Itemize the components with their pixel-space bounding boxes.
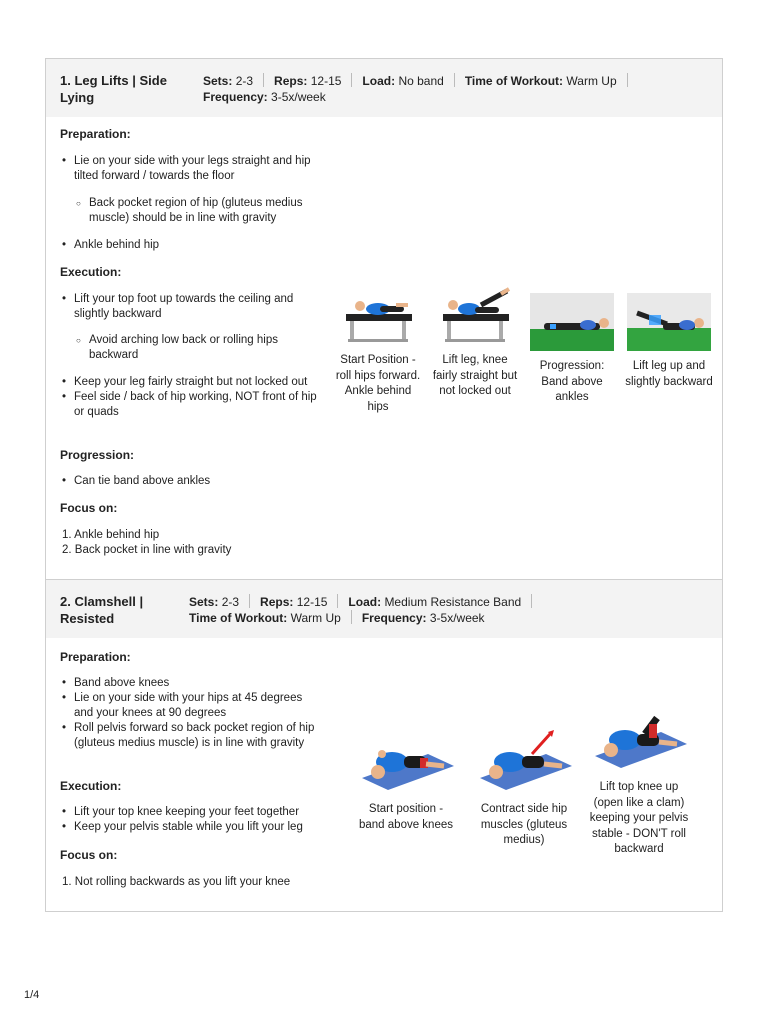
list-item: • Ankle behind hip (60, 238, 322, 253)
exercise-photo (358, 716, 454, 794)
figure-caption: Contract side hip muscles (gluteus medius) (480, 803, 568, 846)
figure-caption: Start Position - roll hips forward. Ankle behind hips (335, 354, 421, 413)
list-item: • Keep your leg fairly straight but not locked out (60, 375, 322, 390)
execution-heading: Execution: (60, 779, 122, 793)
list-item: 2. Back pocket in line with gravity (62, 544, 232, 556)
sets-value: 2-3 (235, 74, 254, 88)
divider (249, 594, 250, 608)
frequency-label: Frequency: (361, 611, 427, 625)
list-item: • Lie on your side with your hips at 45 degrees and your knees at 90 degrees (60, 691, 322, 721)
divider (627, 73, 628, 87)
figure-start-position (334, 281, 422, 421)
divider (351, 610, 352, 624)
focus-heading: Focus on: (60, 501, 118, 515)
exercise-header (46, 580, 722, 638)
reps-value: 12-15 (296, 595, 328, 609)
exercise-photo (530, 293, 614, 351)
figure-caption: Lift leg up and slightly backward (625, 360, 713, 388)
focus-heading: Focus on: (60, 848, 118, 862)
figure-caption: Lift top knee up (open like a clam) keeping your pelvis stable - DON'T roll backward (589, 781, 689, 855)
reps-label: Reps: (260, 595, 294, 609)
divider (351, 73, 352, 87)
list-item: • Lift your top knee keeping your feet together (60, 805, 330, 820)
title-line-1: 1. Leg Lifts | Side (60, 73, 167, 88)
sets-label: Sets: (203, 74, 233, 88)
exercise-card-leg-lifts (45, 58, 723, 580)
list-item: • Feel side / back of hip working, NOT front of hip or quads (60, 390, 322, 420)
list-item: • Can tie band above ankles (60, 474, 322, 489)
list-item: 1. Not rolling backwards as you lift your knee (62, 876, 291, 888)
page-number: 1/4 (24, 989, 40, 1001)
exercise-header (46, 59, 722, 117)
list-item: • Roll pelvis forward so back pocket region of hip (gluteus medius muscle) is in line with gravity (60, 721, 322, 751)
divider (337, 594, 338, 608)
load-value: Medium Resistance Band (384, 595, 522, 609)
title-line-2: Lying (60, 90, 95, 105)
list-item: ○ Avoid arching low back or rolling hips backward (75, 333, 305, 363)
focus-list (60, 528, 322, 558)
exercise-photo (476, 716, 572, 794)
figure-lift-leg (431, 281, 519, 421)
exercise-photo (340, 281, 416, 345)
list-item: • Band above knees (60, 676, 322, 691)
sets-label: Sets: (189, 595, 219, 609)
preparation-list-2 (60, 238, 322, 253)
exercise-meta-row-2 (189, 610, 485, 626)
divider (263, 73, 264, 87)
exercise-title (60, 593, 143, 627)
frequency-label: Frequency: (203, 90, 268, 104)
figure-progression (528, 293, 616, 413)
figure-caption: Lift leg, knee fairly straight but not locked out (432, 354, 518, 397)
divider (531, 594, 532, 608)
list-item: 1. Ankle behind hip (62, 529, 160, 541)
list-item: • Keep your pelvis stable while you lift your leg (60, 820, 330, 835)
exercise-meta-row-2 (203, 89, 326, 105)
exercise-photo (437, 281, 513, 345)
title-line-2: Resisted (60, 611, 115, 626)
exercise-meta-row-1 (189, 594, 542, 610)
reps-label: Reps: (274, 74, 308, 88)
time-of-workout-value: Warm Up (566, 74, 617, 88)
figure-lift-leg-backward (625, 293, 713, 413)
sets-value: 2-3 (221, 595, 240, 609)
preparation-list (60, 154, 322, 184)
time-of-workout-value: Warm Up (290, 611, 341, 625)
preparation-list (60, 676, 322, 751)
execution-sublist (75, 333, 305, 363)
list-item: • Lie on your side with your legs straight and hip tilted forward / towards the floor (60, 154, 322, 184)
reps-value: 12-15 (310, 74, 342, 88)
load-label: Load: (348, 595, 382, 609)
figure-contract-side-hip (468, 716, 580, 846)
figure-caption: Progression: Band above ankles (539, 360, 605, 403)
load-label: Load: (362, 74, 396, 88)
preparation-sublist (75, 196, 322, 226)
list-item: • Lift your top foot up towards the ceiling and slightly backward (60, 292, 322, 322)
exercise-photo (591, 694, 687, 772)
exercise-meta-row-1 (203, 73, 638, 89)
frequency-value: 3-5x/week (429, 611, 485, 625)
preparation-heading: Preparation: (60, 127, 131, 141)
time-of-workout-label: Time of Workout: (464, 74, 564, 88)
execution-heading: Execution: (60, 265, 122, 279)
time-of-workout-label: Time of Workout: (189, 611, 288, 625)
divider (454, 73, 455, 87)
exercise-photo (627, 293, 711, 351)
execution-list (60, 292, 322, 322)
preparation-heading: Preparation: (60, 650, 131, 664)
figure-start-position (356, 716, 456, 836)
frequency-value: 3-5x/week (271, 90, 326, 104)
list-item: ○ Back pocket region of hip (gluteus medius muscle) should be in line with gravity (75, 196, 322, 226)
focus-list (60, 875, 340, 890)
figure-caption: Start position - band above knees (359, 803, 453, 831)
exercise-title (60, 72, 167, 106)
progression-list (60, 474, 322, 489)
load-value: No band (398, 74, 444, 88)
progression-heading: Progression: (60, 448, 135, 462)
exercise-card-clamshell (45, 579, 723, 912)
title-line-1: 2. Clamshell | (60, 594, 144, 609)
figure-lift-top-knee (584, 694, 694, 864)
execution-list (60, 805, 330, 835)
execution-list-2 (60, 375, 322, 420)
